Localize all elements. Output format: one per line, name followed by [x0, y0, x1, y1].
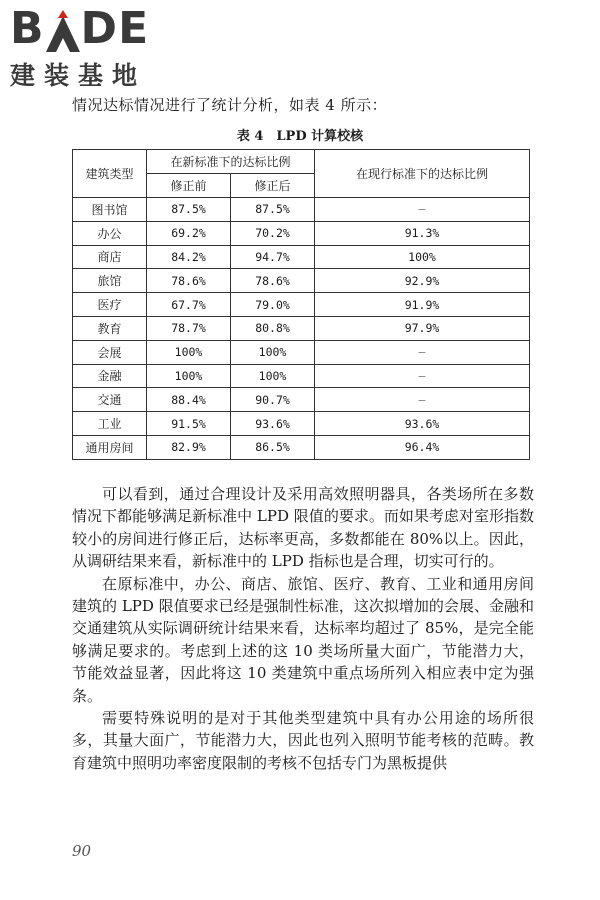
cell-current: — [315, 388, 530, 412]
cell-before: 69.2% [147, 221, 231, 245]
cell-after: 100% [231, 364, 315, 388]
cell-type: 教育 [73, 316, 147, 340]
cell-before: 84.2% [147, 245, 231, 269]
cell-type: 金融 [73, 364, 147, 388]
cell-current: — [315, 364, 530, 388]
header-building-type: 建筑类型 [73, 150, 147, 198]
table-row [73, 293, 530, 317]
cell-type: 会展 [73, 340, 147, 364]
cell-type: 旅馆 [73, 269, 147, 293]
table-row [73, 269, 530, 293]
cell-after: 80.8% [231, 316, 315, 340]
lpd-table [72, 149, 530, 460]
cell-current: 97.9% [315, 316, 530, 340]
cell-before: 88.4% [147, 388, 231, 412]
cell-current: — [315, 340, 530, 364]
cell-after: 86.5% [231, 435, 315, 459]
paragraph: 在原标准中，办公、商店、旅馆、医疗、教育、工业和通用房间建筑的 LPD 限值要求已经是强制性标准，这次拟增加的会展、金融和交通建筑从实际调研统计结果来看，达标率均超过了 85%，是完全能够满足要求的。考虑到上述的这 10 类场所量大面广，节能潜力大，节能效益显著，因此将这 10 类建筑中重点场所列入相应表中定为强条。 [72, 574, 534, 705]
cell-before: 78.6% [147, 269, 231, 293]
cell-before: 78.7% [147, 316, 231, 340]
header-current-standard: 在现行标准下的达标比例 [315, 150, 530, 198]
header-after-correction: 修正后 [231, 174, 315, 198]
table-row [73, 388, 530, 412]
header-before-correction: 修正前 [147, 174, 231, 198]
cell-type: 图书馆 [73, 198, 147, 222]
cell-after: 94.7% [231, 245, 315, 269]
cell-current: 91.3% [315, 221, 530, 245]
table-body [73, 198, 530, 460]
table-row [73, 316, 530, 340]
table-row [73, 412, 530, 436]
cell-type: 通用房间 [73, 435, 147, 459]
cell-after: 90.7% [231, 388, 315, 412]
table-title: 表 4 LPD 计算校核 [236, 129, 364, 144]
cell-type: 医疗 [73, 293, 147, 317]
cell-after: 87.5% [231, 198, 315, 222]
cell-before: 100% [147, 340, 231, 364]
table-row [73, 364, 530, 388]
table-row [73, 340, 530, 364]
cell-current: 91.9% [315, 293, 530, 317]
cell-current: 96.4% [315, 435, 530, 459]
cell-type: 办公 [73, 221, 147, 245]
brand-logo [10, 3, 180, 92]
cell-current: 93.6% [315, 412, 530, 436]
logo-wordmark: B DE [10, 3, 150, 54]
cell-current: 92.9% [315, 269, 530, 293]
cell-current: — [315, 198, 530, 222]
paragraph: 需要特殊说明的是对于其他类型建筑中具有办公用途的场所很多，其量大面广，节能潜力大，因此也列入照明节能考核的范畴。教育建筑中照明功率密度限制的考核不包括专门为黑板提供 [72, 709, 534, 772]
page-number: 90 [72, 842, 92, 860]
cell-before: 100% [147, 364, 231, 388]
body-text [72, 483, 534, 774]
table-row [73, 245, 530, 269]
cell-after: 70.2% [231, 221, 315, 245]
logo-subtitle: 建装基地 [10, 61, 147, 90]
paragraph: 可以看到，通过合理设计及采用高效照明器具，各类场所在多数情况下都能够满足新标准中 LPD 限值的要求。而如果考虑对室形指数较小的房间进行修正后，达标率更高，多数都能在 80%以上。因此，从调研结果来看，新标准中的 LPD 指标也是合理，切实可行的。 [72, 485, 534, 571]
cell-type: 商店 [73, 245, 147, 269]
cell-type: 交通 [73, 388, 147, 412]
cell-after: 93.6% [231, 412, 315, 436]
intro-line: 情况达标情况进行了统计分析，如表 4 所示： [72, 96, 388, 114]
table-row [73, 221, 530, 245]
cell-after: 79.0% [231, 293, 315, 317]
cell-after: 78.6% [231, 269, 315, 293]
cell-type: 工业 [73, 412, 147, 436]
table-row [73, 198, 530, 222]
header-new-standard: 在新标准下的达标比例 [147, 150, 315, 174]
table-row [73, 435, 530, 459]
cell-before: 91.5% [147, 412, 231, 436]
cell-current: 100% [315, 245, 530, 269]
cell-before: 87.5% [147, 198, 231, 222]
cell-after: 100% [231, 340, 315, 364]
cell-before: 82.9% [147, 435, 231, 459]
logo-a-glyph [46, 16, 80, 52]
cell-before: 67.7% [147, 293, 231, 317]
